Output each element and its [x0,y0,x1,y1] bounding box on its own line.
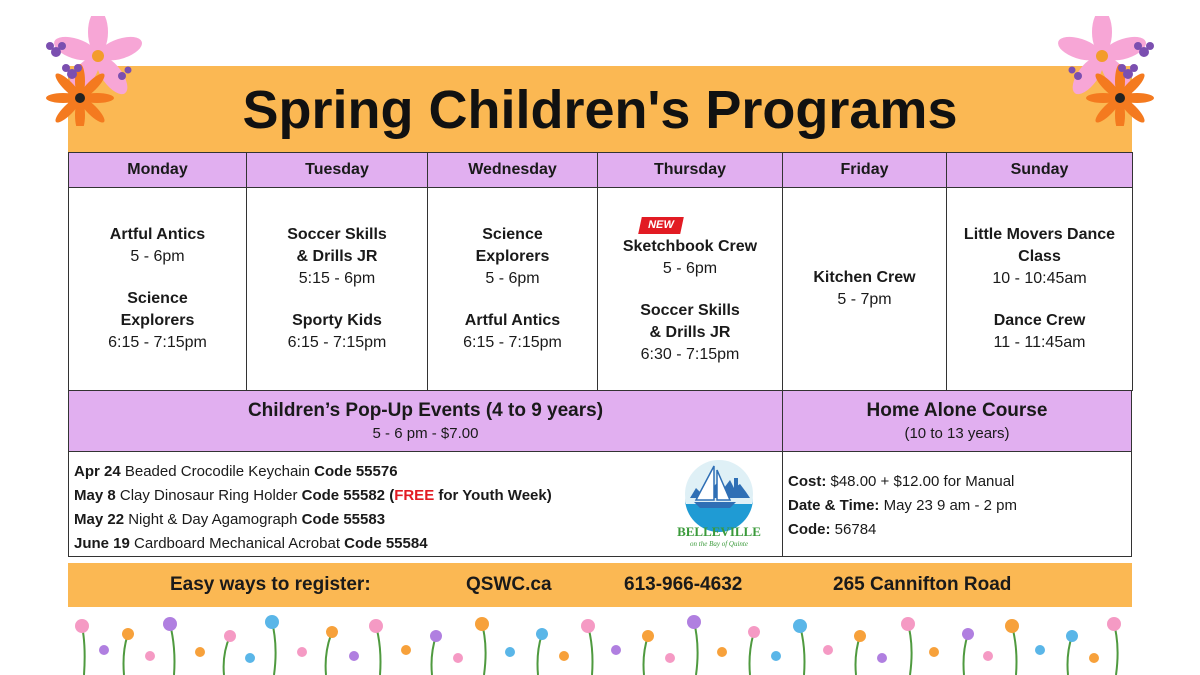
program-time: 10 - 10:45am [992,270,1087,287]
weekly-schedule-table [68,152,1133,391]
tuesday-cell [247,188,428,391]
logo-name: BELLEVILLE [677,524,761,539]
register-label: Easy ways to register: [170,574,371,595]
phone-number[interactable]: 613-966-4632 [624,574,743,595]
program-name: Soccer Skills & Drills JR [640,301,740,341]
home-alone-details [782,451,1132,557]
home-alone-subtitle: (10 to 13 years) [904,425,1010,442]
program-time: 6:15 - 7:15pm [108,334,207,351]
program-time: 11 - 11:45am [993,334,1086,351]
friday-cell [783,188,947,391]
program-name: Artful Antics [464,312,561,329]
page-title: Spring Children's Programs [242,80,958,140]
popup-events-subtitle: 5 - 6 pm - $7.00 [372,425,479,442]
program-name: Soccer Skills & Drills JR [287,226,387,265]
program-name: Science Explorers [120,290,195,329]
code-line: Code: 56784 [788,521,877,538]
program-time: 5 - 6pm [662,259,718,277]
popup-events-header [68,390,783,452]
address: 265 Cannifton Road [833,574,1012,595]
popup-events-list [68,451,783,557]
list-item: May 22 Night & Day Agamograph Code 55583 [74,511,386,528]
program-time: 6:15 - 7:15pm [287,334,387,351]
cost-line: Cost: $48.00 + $12.00 for Manual [788,473,1015,490]
website-link[interactable]: QSWC.ca [466,574,552,595]
program-time: 5 - 6pm [130,248,185,265]
schedule-row [69,188,1133,391]
program-time: 6:15 - 7:15pm [463,334,562,351]
new-badge: NEW [638,217,683,234]
sunday-cell [947,188,1133,391]
date-time-line: Date & Time: May 23 9 am - 2 pm [788,497,1017,514]
list-item: June 19 Cardboard Mechanical Acrobat Code 55584 [74,535,428,552]
home-alone-header [782,390,1132,452]
program-time: 5 - 6pm [485,270,540,287]
register-footer [68,563,1132,607]
list-item: May 8 Clay Dinosaur Ring Holder Code 55582 (FREE for Youth Week) [74,487,552,504]
program-name: Sporty Kids [292,312,382,329]
day-header-thursday: Thursday [598,153,783,188]
program-name: Kitchen Crew [813,269,916,286]
program-name: Artful Antics [109,226,206,243]
day-header-wednesday: Wednesday [428,153,598,188]
program-time: 5 - 7pm [837,291,892,308]
program-time: 5:15 - 6pm [298,270,376,287]
day-header-row [69,153,1133,188]
day-header-tuesday: Tuesday [247,153,428,188]
day-header-friday: Friday [783,153,947,188]
flower-cluster-left-icon [36,16,156,126]
day-header-sunday: Sunday [947,153,1133,188]
belleville-logo [674,458,764,550]
program-name: Science Explorers [475,226,550,265]
free-highlight: FREE [394,487,435,504]
popup-events-title: Children’s Pop-Up Events (4 to 9 years) [247,400,604,421]
flower-cluster-right-icon [1044,16,1164,126]
program-name: Dance Crew [993,312,1086,329]
list-item: Apr 24 Beaded Crocodile Keychain Code 55576 [74,463,398,480]
thursday-cell [598,188,783,391]
wednesday-cell [428,188,598,391]
day-header-monday: Monday [69,153,247,188]
home-alone-title: Home Alone Course [866,400,1048,421]
program-name: Little Movers Dance Class [963,226,1116,265]
monday-cell [69,188,247,391]
logo-tagline: on the Bay of Quinte [690,540,748,548]
flower-meadow-icon [64,606,1136,675]
program-time: 6:30 - 7:15pm [640,345,740,363]
program-name: Sketchbook Crew [622,237,758,255]
